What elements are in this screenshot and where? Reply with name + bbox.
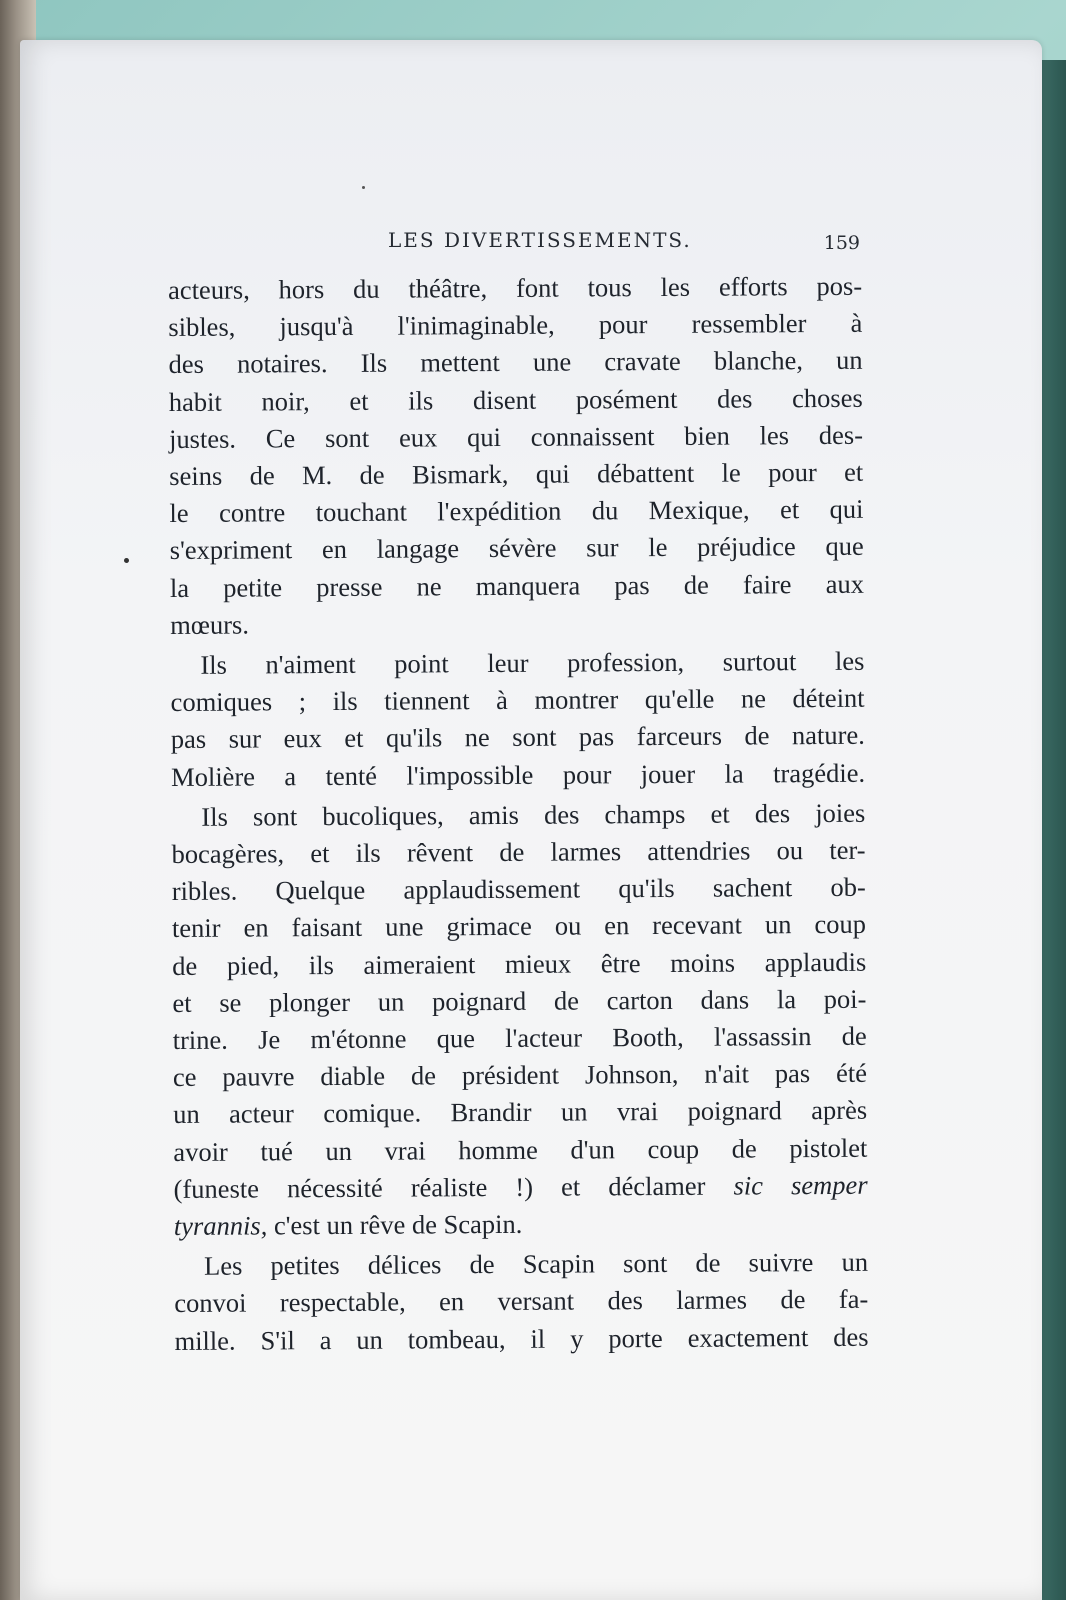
- italic-latin: sic semper: [733, 1169, 868, 1201]
- text-line: bocagères, et ils rêvent de larmes attendries ou ter-: [171, 834, 866, 870]
- running-head: [170, 228, 860, 268]
- text-line: [174, 1204, 868, 1245]
- italic-latin: tyrannis,: [173, 1210, 268, 1242]
- text-line: justes. Ce sont eux qui connaissent bien les des-: [168, 419, 864, 454]
- text-line: et se plonger un poignard de carton dans la poi-: [172, 983, 867, 1018]
- text-line: Ils n'aiment point leur profession, surtout les: [200, 645, 865, 680]
- body-text: [168, 268, 869, 1360]
- ink-speck: [362, 186, 365, 189]
- paragraph-3: [171, 795, 868, 1246]
- text-line: ribles. Quelque applaudissement qu'ils sachent ob-: [171, 871, 866, 907]
- text-line: habit noir, et ils disent posément des choses: [168, 382, 863, 417]
- text-line: sibles, jusqu'à l'inimaginable, pour ressembler à: [168, 307, 863, 343]
- text-line-end: c'est un rêve de Scapin.: [267, 1208, 523, 1241]
- margin-mark: [124, 558, 129, 563]
- text-line: trine. Je m'étonne que l'acteur Booth, l'assassin de: [172, 1020, 867, 1056]
- running-title: LES DIVERTISSEMENTS.: [388, 228, 692, 252]
- text-line: un acteur comique. Brandir un vrai poignard après: [173, 1095, 868, 1130]
- book-page: [20, 40, 1042, 1600]
- text-line: mille. S'il a un tombeau, il y porte exactement des: [174, 1321, 869, 1356]
- text-line: Ils sont bucoliques, amis des champs et des joies: [201, 797, 866, 832]
- paragraph-2: [170, 643, 865, 796]
- text-line: seins de M. de Bismark, qui débattent le pour et: [169, 456, 864, 492]
- text-line: s'expriment en langage sévère sur le préjudice que: [169, 531, 864, 566]
- text-line: Les petites délices de Scapin sont de suivre un: [203, 1247, 869, 1282]
- text-line: Molière a tenté l'impossible pour jouer la tragédie.: [170, 757, 866, 792]
- text-line: pas sur eux et qu'ils ne sont pas farceurs de nature.: [170, 720, 865, 755]
- text-line: [173, 1167, 867, 1208]
- paragraph-4: [174, 1244, 869, 1360]
- text-line: convoi respectable, en versant des larmes de fa-: [174, 1284, 869, 1319]
- text-line: le contre touchant l'expédition du Mexique, et qui: [169, 493, 864, 529]
- text-line: la petite presse ne manquera pas de faire aux: [169, 568, 865, 603]
- text-line-start: (funeste nécessité réaliste !) et déclamer: [173, 1170, 706, 1204]
- page-number: 159: [823, 232, 860, 254]
- text-line: ce pauvre diable de président Johnson, n'ait pas été: [172, 1058, 867, 1093]
- paragraph-1: [168, 268, 864, 644]
- text-line: mœurs.: [170, 609, 250, 640]
- text-line: tenir en faisant une grimace ou en recevant un coup: [171, 909, 867, 944]
- text-line: de pied, ils aimeraient mieux être moins applaudis: [172, 946, 867, 981]
- text-line: des notaires. Ils mettent une cravate blanche, un: [168, 345, 863, 380]
- text-line: acteurs, hors du théâtre, font tous les efforts pos-: [168, 270, 863, 305]
- text-line: avoir tué un vrai homme d'un coup de pistolet: [173, 1132, 868, 1167]
- text-line: comiques ; ils tiennent à montrer qu'elle ne déteint: [170, 682, 865, 718]
